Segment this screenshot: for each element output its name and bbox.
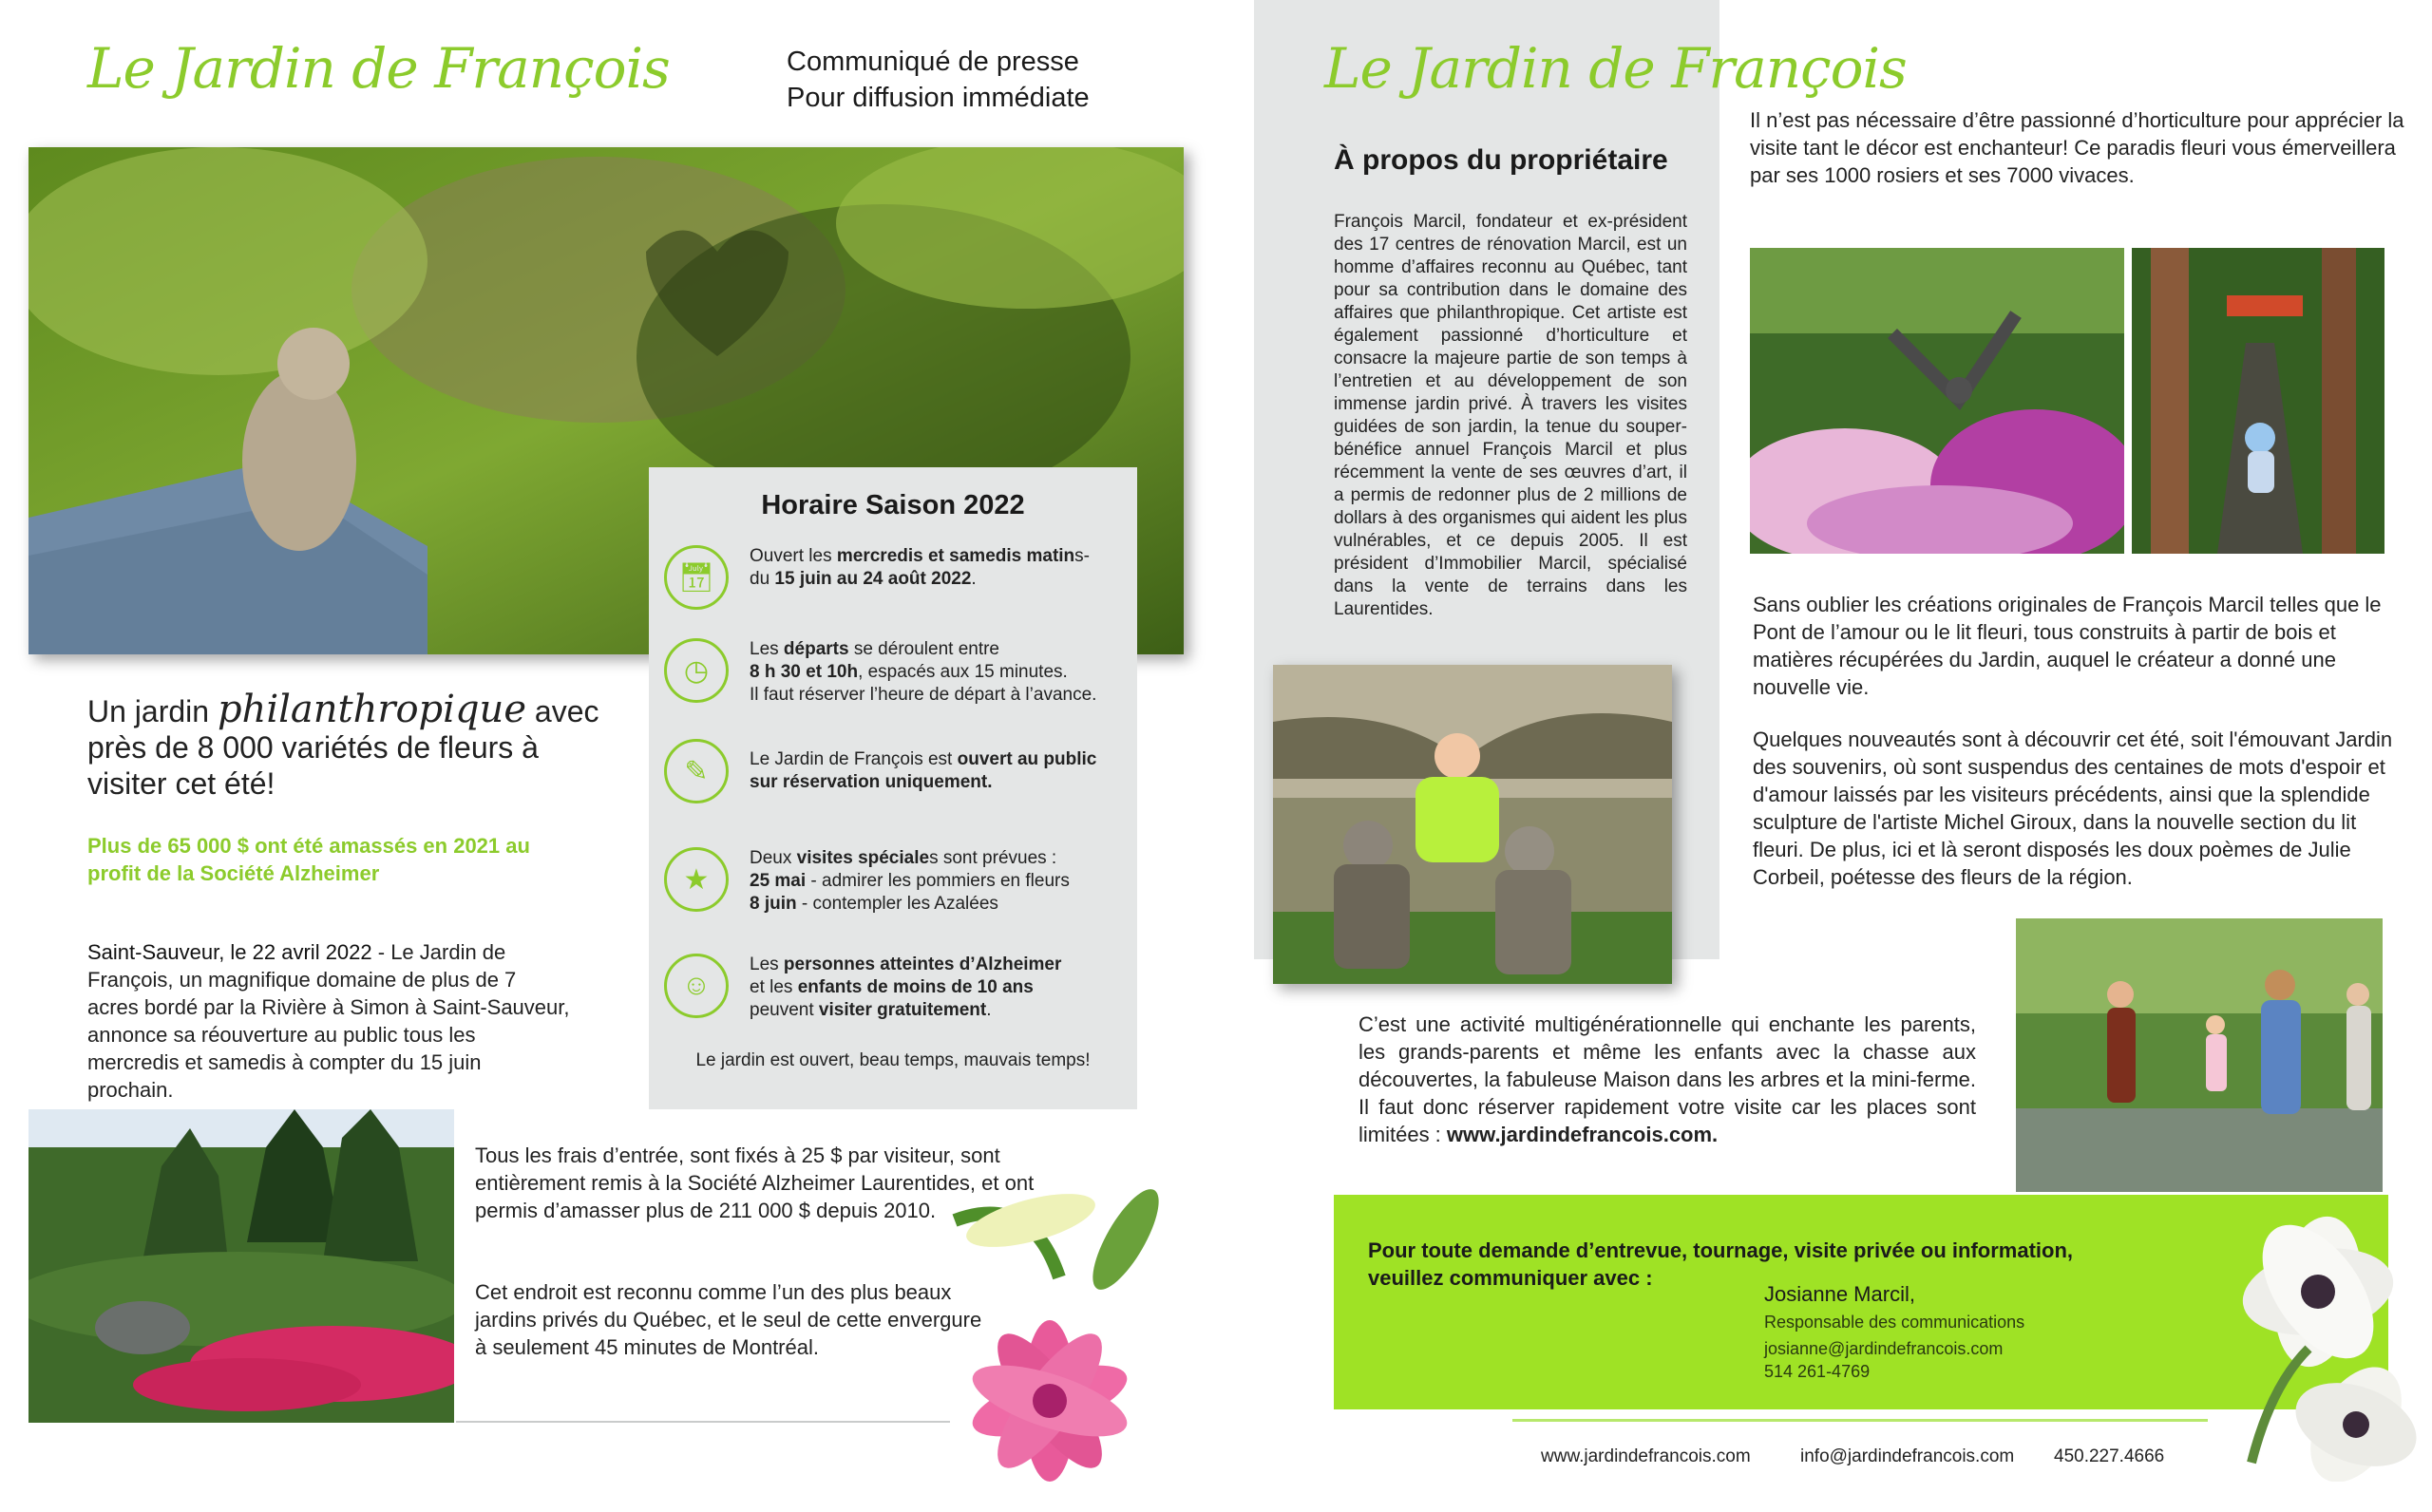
contact-phone: 514 261-4769: [1764, 1362, 1871, 1381]
intro-text: - Le Jardin de François, un magnifique domaine de plus de 7 acres bordé par la Rivière à Simon à Saint-Sauveur, annonce sa réouverture au public tous les mercredis et samedis à compter du 15 juin prochain.: [87, 940, 570, 1102]
lead-script-word: philanthropique: [217, 688, 526, 731]
schedule-item-text: Les personnes atteintes d’Alzheimer et les enfants de moins de 10 ans peuvent visiter gratuitement.: [750, 954, 1062, 1020]
forest-garden-photo: [28, 1109, 454, 1423]
bottom-divider-left: [456, 1421, 950, 1423]
multigenerational-text: C’est une activité multigénérationnelle qui enchante les parents, les grands-parents et même les enfants avec la chasse aux découvertes, la fabuleuse Maison dans les arbres et la mini-ferme. Il faut donc réserver rapidement votre visite car les places sont limitées :: [1358, 1012, 1976, 1146]
people-icon: ☺: [664, 954, 729, 1018]
schedule-item-free-visits: [664, 954, 1118, 1022]
calendar-icon: 📅︎: [664, 545, 729, 610]
reputation-paragraph: Cet endroit est reconnu comme l’un des plus beaux jardins privés du Québec, et le seul de cette envergure à seulement 45 minutes de Montréal.: [475, 1280, 982, 1359]
creations-paragraph: Sans oublier les créations originales de François Marcil telles que le Pont de l’amour ou le lit fleuri, tous construits à partir de bois et matières récupérées du Jardin, auquel le créateur a donné une nouvelle vie.: [1753, 593, 2382, 699]
dateline: Saint-Sauveur, le 22 avril 2022: [87, 940, 372, 964]
schedule-item-text: Le Jardin de François est ouvert au public sur réservation uniquement.: [750, 749, 1097, 792]
about-text: François Marcil, fondateur et ex-président des 17 centres de rénovation Marcil, est un homme d’affaires reconnu au Québec, tant pour sa contribution dans le domaine des affaires que philanthropique. Cet artiste est également passionné d’horticulture et consacre la majeure partie de son temps à l’entretien et au développement de son immense jardin privé. À travers les visites guidées de son jardin, la tenue du souper-bénéfice annuel François Marcil et plus récemment la vente de ses œuvres d’art, il a permis de redonner plus de 2 millions de dollars à des organismes qui aident les plus vulnérables, et ce depuis 2005. Il est président d’Immobilier Marcil, spécialisé dans la vente de terrains dans les Laurentides.: [1334, 212, 1687, 619]
footer-phone: 450.227.4666: [2054, 1446, 2165, 1466]
owner-portrait-photo: [1273, 665, 1672, 984]
contact-role: Responsable des communications: [1764, 1313, 2025, 1332]
intro-paragraph: [87, 938, 572, 1104]
footer-divider: [1512, 1419, 2208, 1422]
press-header-line2: Pour diffusion immédiate: [787, 83, 1090, 113]
press-header-line1: Communiqué de presse: [787, 47, 1079, 77]
press-header: [787, 44, 1090, 116]
calendar-star-icon: ★: [664, 847, 729, 912]
horticulture-paragraph: Il n’est pas nécessaire d’être passionné d’horticulture pour apprécier la visite tant le décor est enchanteur! Ce paradis fleuri vous émerveillera par ses 1000 rosiers et ses 7000 vivaces.: [1750, 108, 2404, 187]
logo-right: Le Jardin de François: [1324, 36, 1907, 101]
multigenerational-paragraph: [1358, 1011, 1976, 1148]
logo-left: Le Jardin de François: [87, 36, 670, 101]
schedule-item-text: Les départs se déroulent entre 8 h 30 et 10h, espacés aux 15 minutes. Il faut réserver l’heure de départ à l’avance.: [750, 639, 1097, 705]
fees-paragraph: Tous les frais d’entrée, sont fixés à 25 $ par visiteur, sont entièrement remis à la Société Alzheimer Laurentides, et ont permis d’amasser plus de 211 000 $ depuis 2010.: [475, 1143, 1035, 1222]
schedule-item-text: Deux visites spéciales sont prévues : 25 mai - admirer les pommiers en fleurs 8 juin - contempler les Azalées: [750, 848, 1070, 914]
lead-post: avec: [526, 694, 599, 728]
footer-website[interactable]: www.jardindefrancois.com: [1541, 1446, 1751, 1466]
about-title: À propos du propriétaire: [1334, 144, 1668, 176]
schedule-item-special-visits: [664, 847, 1118, 916]
lily-flower-image: [936, 1182, 1185, 1496]
schedule-item-reservation: [664, 739, 1118, 803]
schedule-box: [649, 467, 1137, 1109]
schedule-footer: Le jardin est ouvert, beau temps, mauvais temps!: [695, 1050, 1091, 1070]
contact-email[interactable]: josianne@jardindefrancois.com: [1764, 1339, 2004, 1358]
sculpture-flowers-photo: [1750, 248, 2124, 554]
website-link[interactable]: www.jardindefrancois.com.: [1446, 1123, 1719, 1146]
clock-icon: ◷: [664, 638, 729, 703]
lead-heading: [87, 688, 600, 802]
schedule-item-hours: [664, 545, 1118, 610]
schedule-title: Horaire Saison 2022: [761, 490, 1025, 520]
lead-pre: Un jardin: [87, 694, 218, 728]
white-poppy-image: [2214, 1197, 2430, 1482]
footer-email[interactable]: info@jardindefrancois.com: [1800, 1446, 2015, 1466]
tree-house-path-photo: [2132, 248, 2384, 554]
schedule-item-text: Ouvert les mercredis et samedis matins- du 15 juin au 24 août 2022.: [750, 546, 1090, 589]
schedule-item-departures: [664, 638, 1118, 707]
contact-name: Josianne Marcil,: [1764, 1282, 1915, 1306]
family-visit-photo: [2016, 918, 2383, 1192]
fundraising-highlight: Plus de 65 000 $ ont été amassés en 2021 au profit de la Société Alzheimer: [87, 834, 530, 885]
contact-question: Pour toute demande d’entrevue, tournage, visite privée ou information, veuillez communiquer avec :: [1368, 1238, 2074, 1290]
novelties-paragraph: Quelques nouveautés sont à découvrir cet été, soit l'émouvant Jardin des souvenirs, où sont suspendus des centaines de mots d'espoir et d'amour laissés par les visiteurs précédents, ainsi que la splendide sculpture de l'artiste Michel Giroux, dans la nouvelle section du lit fleuri. De plus, ici et là seront disposés les doux poèmes de Julie Corbeil, poétesse des fleurs de la région.: [1753, 728, 2393, 889]
ticket-icon: ✎: [664, 739, 729, 803]
lead-rest: près de 8 000 variétés de fleurs à visiter cet été!: [87, 730, 539, 801]
